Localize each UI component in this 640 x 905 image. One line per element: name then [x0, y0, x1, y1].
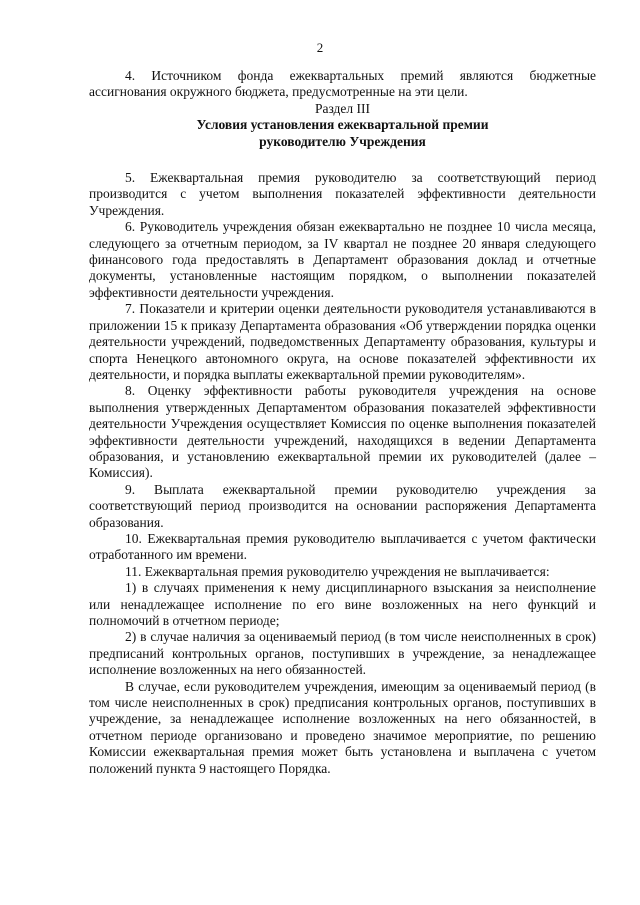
- paragraph-10: 10. Ежеквартальная премия руководителю выплачивается с учетом фактически отработанного им времени.: [89, 530, 596, 563]
- section-number: Раздел III: [314, 100, 371, 116]
- paragraph-4: 4. Источником фонда ежеквартальных премий являются бюджетные ассигнования окружного бюджета, предусмотренные на эти цели.: [89, 68, 596, 100]
- document-body: [89, 68, 596, 777]
- subparagraph-11-2: 2) в случае наличия за оцениваемый период (в том числе неисполненных в срок) предписаний контрольных органов, поступивших в учреждение, за ненадлежащее исполнение возложенных на него обязанностей.: [89, 629, 596, 678]
- paragraph-8: 8. Оценку эффективности работы руководителя учреждения на основе выполнения утвержденных Департаментом образования показателей эффективности деятельности Учреждения осуществляет Комиссия по оценке выполнения показателей эффективности деятельности учреждений, находящихся в ведении Департамента образования, и установлению ежеквартальной премии их руководителей (далее – Комиссия).: [89, 383, 596, 481]
- paragraph-exception: В случае, если руководителем учреждения, имеющим за оцениваемый период (в том числе неисполненных в срок) предписания контрольных органов, поступивших в учреждение, за ненадлежащее исполнение возложенных на него обязанностей, в отчетном периоде организовано и проведено значимое мероприятие, по решению Комиссии ежеквартальная премия может быть установлена и выплачена с учетом положений пункта 9 настоящего Порядка.: [89, 678, 596, 776]
- subparagraph-11-1: 1) в случаях применения к нему дисциплинарного взыскания за неисполнение или ненадлежащее исполнение по его вине возложенных на него функций и полномочий в отчетном периоде;: [89, 580, 596, 628]
- section-title: [89, 117, 596, 150]
- section-title-line-1: Условия установления ежеквартальной премии: [196, 117, 489, 133]
- paragraph-6: 6. Руководитель учреждения обязан ежеквартально не позднее 10 числа месяца, следующего за отчетным периодом, за IV квартал не позднее 20 января следующего финансового года предоставлять в Департамент образования доклад и отчетные документы, установленные настоящим порядком, о выполнении показателей эффективности деятельности учреждения.: [89, 219, 596, 300]
- paragraph-11: 11. Ежеквартальная премия руководителю учреждения не выплачивается:: [125, 563, 550, 579]
- paragraph-5: 5. Ежеквартальная премия руководителю за соответствующий период производится с учетом выполнения показателей эффективности деятельности Учреждения.: [89, 170, 596, 218]
- paragraph-7: 7. Показатели и критерии оценки деятельности руководителя устанавливаются в приложении 15 к приказу Департамента образования «Об утверждении порядка оценки деятельности учреждений, подведомственных Департаменту образования, культуры и спорта Ненецкого автономного округа, на основе показателей эффективности их деятельности, и порядка выплаты ежеквартальной премии руководителям».: [89, 301, 596, 382]
- page-number: 2: [316, 40, 324, 55]
- section-title-line-2: руководителю Учреждения: [259, 133, 426, 149]
- paragraph-9: 9. Выплата ежеквартальной премии руководителю учреждения за соответствующий период производится на основании распоряжения Департамента образования.: [89, 481, 596, 530]
